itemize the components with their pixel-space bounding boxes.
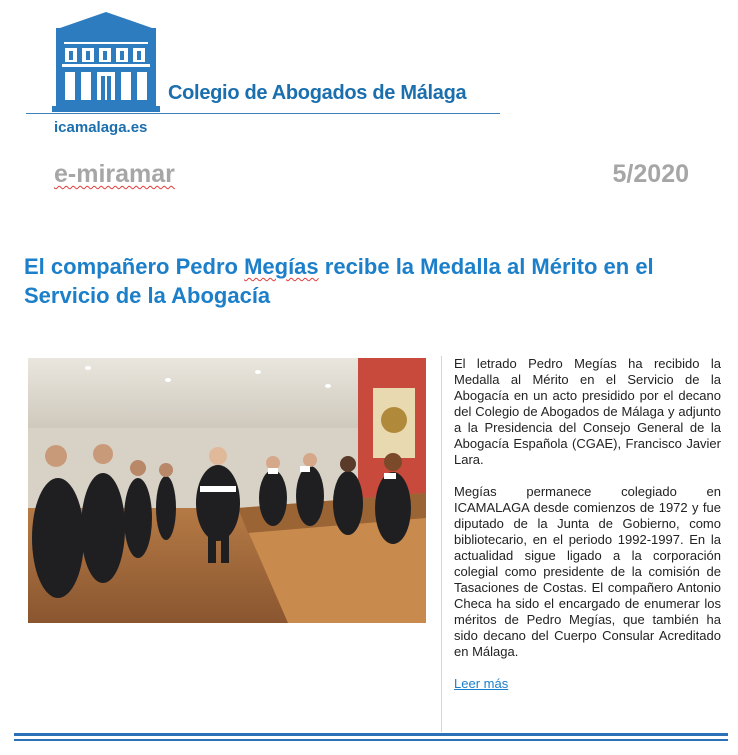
headline-part-2: recibe la Medalla al Mérito en el Servicio de la Abogacía (24, 254, 654, 308)
logo-divider (26, 113, 500, 114)
footer-rule-bottom (14, 739, 728, 741)
newsletter-header (0, 0, 738, 140)
article-headline (24, 252, 724, 310)
headline-surname: Megías (244, 254, 319, 279)
article-body (454, 356, 721, 692)
ceremony-photo (28, 358, 426, 623)
issue-number: 5/2020 (612, 160, 689, 188)
logo-organization-name: Colegio de Abogados de Málaga (168, 82, 467, 104)
publication-name: e-miramar (54, 160, 175, 188)
footer-rule-top (14, 733, 728, 736)
read-more-link[interactable]: Leer más (454, 676, 509, 691)
column-divider (441, 356, 442, 732)
article-paragraph-2: Megías permanece colegiado en ICAMALAGA desde comienzos de 1972 y fue diputado de la Junta de Gobierno, como bibliotecario, en el periodo 1992-1997. En la actualidad sigue ligado a la corporación colegial como presidente de la comisión de Tasaciones de Costas. El compañero Antonio Checa ha sido el encargado de enumerar los méritos de Pedro Megías, que también ha sido decano del Cuerpo Consular Acreditado en Málaga. (454, 484, 721, 659)
ceremony-photo-image (28, 358, 426, 623)
issue-bar (0, 155, 738, 195)
headline-part-1: El compañero Pedro (24, 254, 245, 279)
article-paragraph-1: El letrado Pedro Megías ha recibido la Medalla al Mérito en el Servicio de la Abogacía en un acto presidido por el decano del Colegio de Abogados de Málaga y adjunto a la Presidencia del Consejo General de la Abogacía Española (CGAE), Francisco Javier Lara. (454, 356, 721, 467)
building-logo-icon (52, 10, 160, 112)
logo-website: icamalaga.es (54, 119, 148, 136)
